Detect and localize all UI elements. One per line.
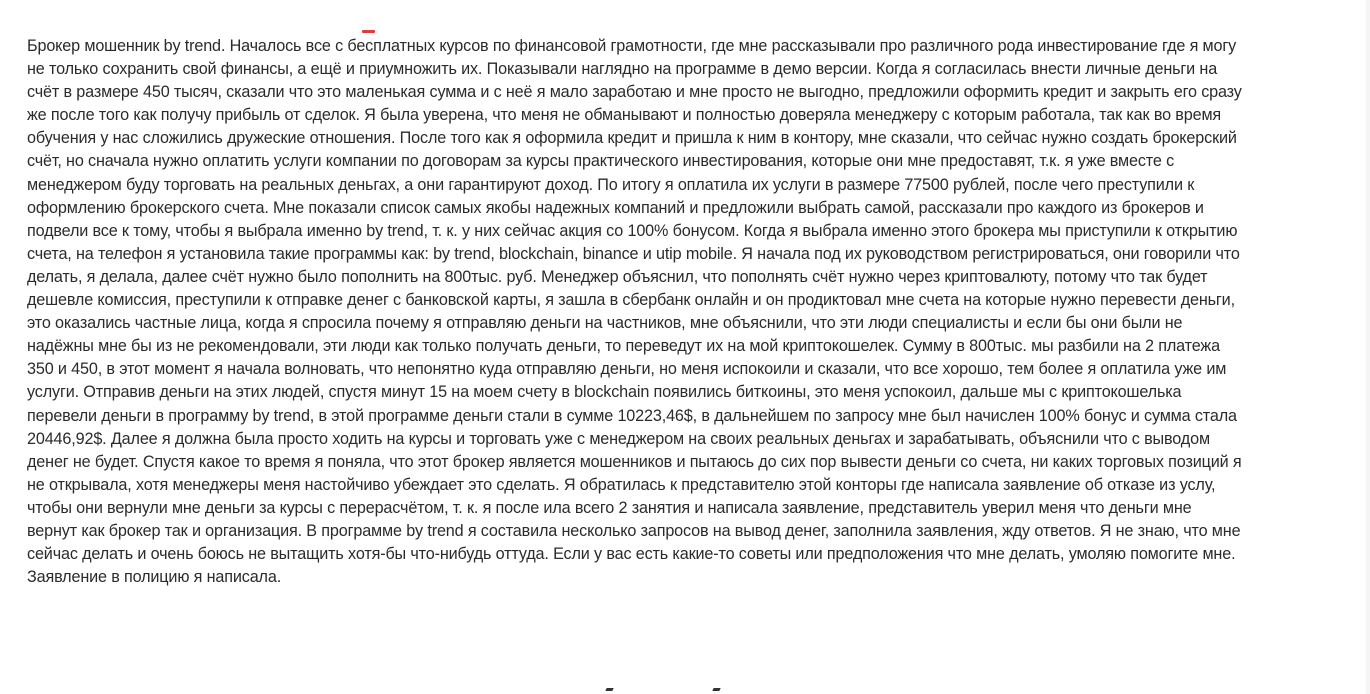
- text-line: Брокер мошенник by trend. Началось все с бесплатных курсов по финансовой грамотности, где мне рассказывали про различного рода инвестирование где я могу: [27, 37, 1237, 55]
- text-line: сейчас делать и очень боюсь не вытащить хотя-бы что-нибудь оттуда. Если у вас есть какие-то советы или предположения что мне делать, умоляю помогите мне.: [27, 545, 1236, 564]
- text-line: делать, я делала, далее счёт нужно было пополнить на 800тыс. руб. Менеджер объяснил, что пополнять счёт нужно через криптовалюту, потому что так будет: [27, 267, 1208, 286]
- text-line: 350 и 450, в этот момент я начала волновать, что непонятно куда отправляю деньги, но меня испокоили и сказали, что все хорошо, тем более я оплатила уже им: [27, 360, 1227, 379]
- review-paragraph: [27, 35, 1370, 589]
- text-line: менеджером буду торговать на реальных деньгах, а они гарантируют доход. По итогу я оплатила их услуги в размере 77500 рублей, после чего преступили к: [27, 175, 1195, 194]
- text-line: оформлению брокерского счета. Мне показали список самых якобы надежных компаний и предложили выбрать самой, рассказали про каждого из брокеров и: [27, 198, 1204, 217]
- text-line: перевели деньги в программу by trend, в этой программе деньги стали в сумме 10223,46$, в дальнейшем по запросу мне был начислен 100% бонус и сумма стала: [27, 406, 1237, 425]
- text-line: дешевле комиссия, преступили к отправке денег с банковской карты, я зашла в сбербанк онлайн и он продиктовал мне счета на которые нужно перевести деньги,: [27, 291, 1235, 310]
- right-page-edge: [1366, 0, 1370, 694]
- cut-off-next-heading: [0, 682, 1370, 694]
- cut-glyph: [605, 688, 613, 691]
- text-line: счёт в размере 450 тысяч, сказали что это маленькая сумма и с неё я мало заработаю и мне просто не выгодно, предложили оформить кредит и закрыть его сразу: [27, 83, 1242, 102]
- text-line: вернут как брокер так и организация. В программе by trend я составила несколько запросов на вывод денег, заполнила заявления, жду ответов. Я не знаю, что мне: [27, 521, 1241, 540]
- text-line: услуги. Отправив деньги на этих людей, спустя минут 15 на моем счету в blockchain появились биткоины, это меня успокоил, дальше мы с криптокошелька: [27, 383, 1182, 402]
- text-line: подвели все к тому, чтобы я выбрала именно by trend, т. к. у них сейчас акция со 100% бонусом. Когда я выбрала именно этого брокера мы приступили к открытию: [27, 221, 1238, 240]
- text-line: не открывала, хотя менеджеры меня настойчиво убеждает это сделать. Я обратилась к представителю этой конторы где написала заявление об отказе из услу,: [27, 475, 1216, 494]
- text-line: же после того как получу прибыль от сделок. Я была уверена, что меня не обманывают и полностью доверяла менеджеру с которым работала, так как во время: [27, 106, 1222, 125]
- text-line: счёт, но сначала нужно оплатить услуги компании по договорам за курсы практического инвестирования, которые они мне предоставят, т.к. я уже вместе с: [27, 152, 1175, 171]
- text-line: 20446,92$. Далее я должна была просто ходить на курсы и торговать уже с менеджером на своих реальных деньгах и зарабатывать, объяснили что с выводом: [27, 429, 1210, 448]
- text-line: денег не будет. Спустя какое то время я поняла, что этот брокер является мошенников и пытаюсь до сих пор вывести деньги со счета, ни каких торговых позиций я: [27, 452, 1242, 471]
- text-line: Заявление в полицию я написала.: [27, 568, 282, 587]
- text-line: надёжны мне бы из не рекомендовали, эти люди как только получать деньги, то переведут их на мой криптокошелек. Сумму в 800тыс. мы разбили на 2 платежа: [27, 337, 1220, 356]
- text-line: обучения у нас сложились дружеские отношения. После того как я оформила кредит и пришла к ним в контору, мне сказали, что сейчас нужно создать брокерский: [27, 129, 1237, 148]
- text-line: это оказались частные лица, когда я спросила почему я отправляю деньги на частников, мне объяснили, что эти люди специалисты и если бы они были не: [27, 314, 1183, 333]
- text-line: не только сохранить свой финансы, а ещё и приумножить их. Показывали наглядно на программе в демо версии. Когда я согласилась внести личные деньги на: [27, 60, 1218, 79]
- text-line: счета, на телефон я установила такие программы как: by trend, blockchain, binance и utip mobile. Я начала под их руководством регистрироваться, они говорили что: [27, 244, 1240, 263]
- cut-glyph: [712, 688, 720, 691]
- text-line: чтобы они вернули мне деньги за курсы с перерасчётом, т. к. я после ила всего 2 занятия и написала заявление, представитель уверил меня что деньги мне: [27, 498, 1192, 517]
- red-cursor-marker: [362, 30, 375, 33]
